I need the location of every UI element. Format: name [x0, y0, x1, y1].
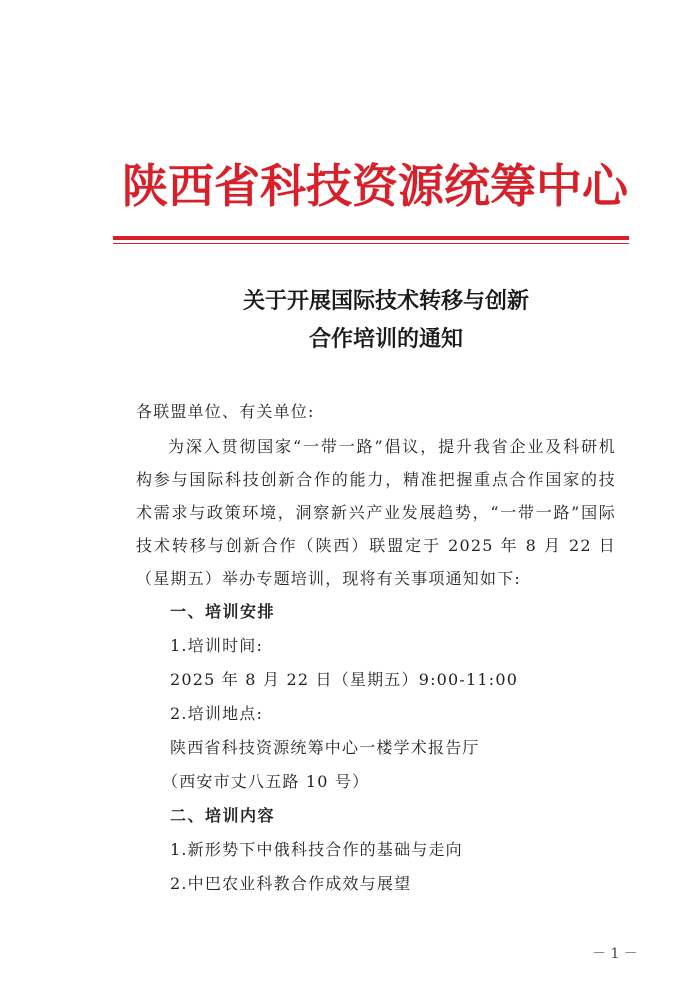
header-divider-thick	[113, 236, 629, 240]
document-title-line1: 关于开展国际技术转移与创新	[242, 288, 529, 314]
salutation: 各联盟单位、有关单位:	[136, 402, 315, 421]
content-item: 2.中巴农业科教合作成效与展望	[170, 874, 412, 893]
page-number: － 1 －	[592, 946, 638, 962]
document-title-line2: 合作培训的通知	[308, 326, 463, 352]
training-time-value: 2025 年 8 月 22 日（星期五）9:00-11:00	[170, 670, 519, 689]
section1-heading: 一、培训安排	[170, 602, 276, 621]
organization-header: 陕西省科技资源统筹中心	[122, 159, 628, 213]
training-place-value: 陕西省科技资源统筹中心一楼学术报告厅	[170, 738, 480, 757]
header-divider-thin	[113, 243, 629, 244]
section2-heading: 二、培训内容	[170, 806, 276, 825]
training-place-address: （西安市丈八五路 10 号）	[162, 772, 370, 791]
intro-paragraph: 为深入贯彻国家“一带一路”倡议，提升我省企业及科研机构参与国际科技创新合作的能力，精准把握重点合作国家的技术需求与政策环境，洞察新兴产业发展趋势，“一带一路”国际技术转移与创新合作（陕西）联盟定于 2025 年 8 月 22 日（星期五）举办专题培训，现将有关事项通知如下:	[136, 437, 616, 588]
content-item: 1.新形势下中俄科技合作的基础与走向	[170, 840, 463, 859]
training-place-label: 2.培训地点:	[170, 704, 264, 723]
training-time-label: 1.培训时间:	[170, 636, 264, 655]
